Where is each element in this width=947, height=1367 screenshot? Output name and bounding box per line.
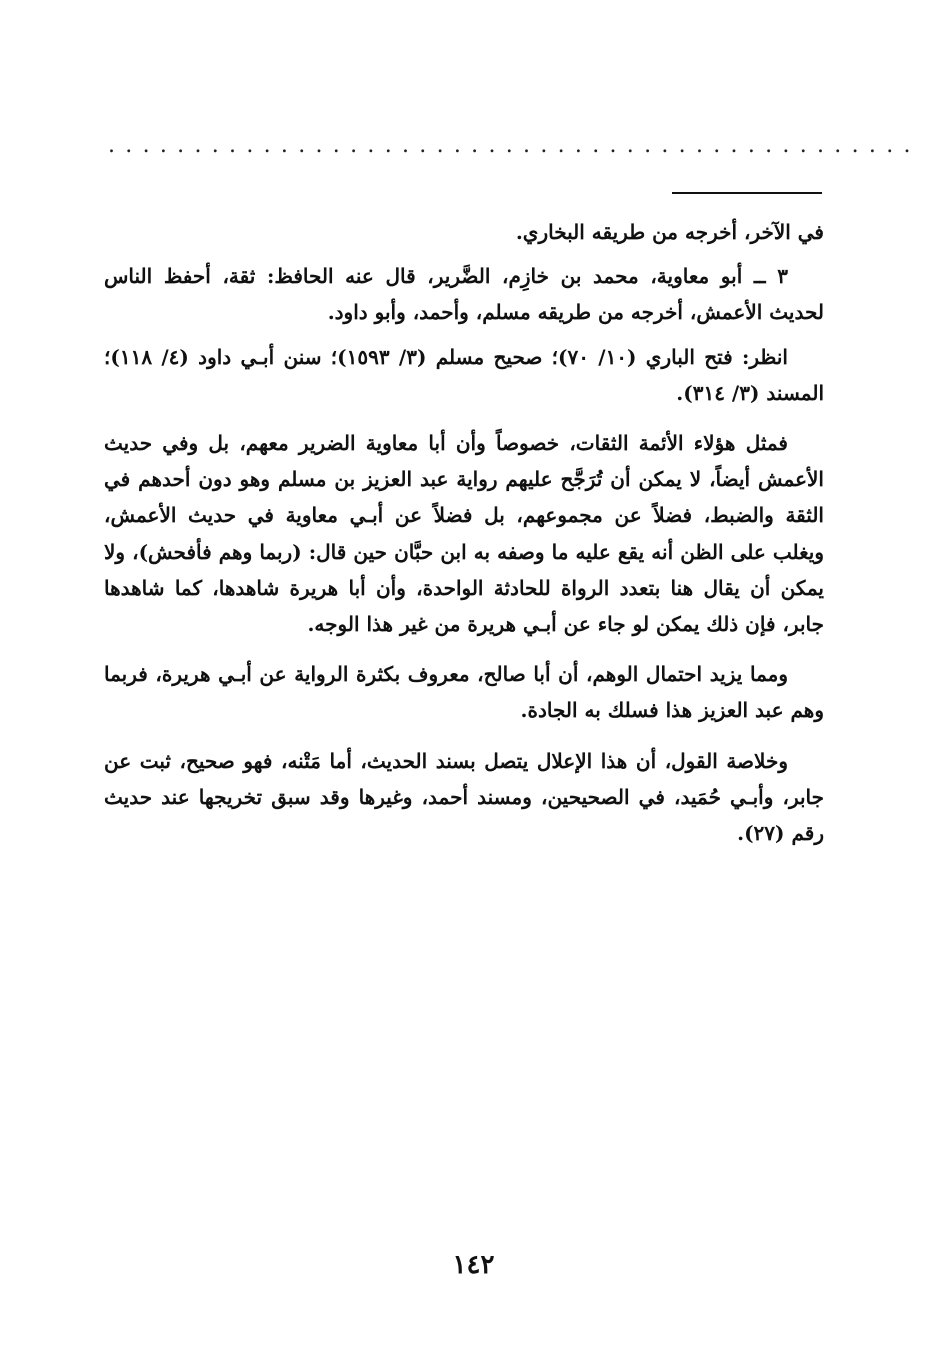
footnote-rule [672,192,822,194]
page-number: ١٤٢ [452,1250,495,1280]
paragraph-conclusion: وخلاصة القول، أن هذا الإعلال يتصل بسند الحديث، أما مَتْنه، فهو صحيح، ثبت عن جابر، وأبـي حُمَيد، في الصحيحين، ومسند أحمد، وغيرها وقد سبق تخريجها عند حديث رقم (٢٧). [104,748,824,846]
paragraph-references: انظر: فتح الباري (١٠/ ٧٠)؛ صحيح مسلم (٣/ ١٥٩٣)؛ سنن أبـي داود (٤/ ١١٨)؛ المسند (٣/ ٣١٤). [104,344,824,405]
main-text [104,214,824,851]
paragraph-continuation: في الآخر، أخرجه من طريقه البخاري. [515,220,824,244]
paragraph-illusion: ومما يزيد احتمال الوهم، أن أبا صالح، معروف بكثرة الرواية عن أبـي هريرة، فربما وهم عبد العزيز هذا فسلك به الجادة. [104,662,824,723]
paragraph-discussion: فمثل هؤلاء الأئمة الثقات، خصوصاً وأن أبا معاوية الضرير معهم، بل وفي حديث الأعمش أيضاً، لا يمكن أن تُرَجَّح عليهم رواية عبد العزيز بن مسلم وهو دون أحدهم في الثقة والضبط، فضلاً عن مجموعهم، بل فضلاً عن أبـي معاوية في حديث الأعمش، ويغلب على الظن أنه يقع عليه ما وصفه به ابن حبَّان حين قال: (ربما وهم فأفحش)، ولا يمكن أن يقال هنا بتعدد الرواة للحادثة الواحدة، وأن أبا هريرة شاهدها، كما شاهدها جابر، فإن ذلك يمكن لو جاء عن أبـي هريرة من غير هذا الوجه. [104,431,824,637]
dotted-separator: ............................................... [108,133,921,158]
paragraph-narrator-3: ٣ ــ أبو معاوية، محمد بن خازِم، الضَّرير، قال عنه الحافظ: ثقة، أحفظ الناس لحديث الأعمش، أخرجه من طريقه مسلم، وأحمد، وأبو داود. [104,264,824,325]
